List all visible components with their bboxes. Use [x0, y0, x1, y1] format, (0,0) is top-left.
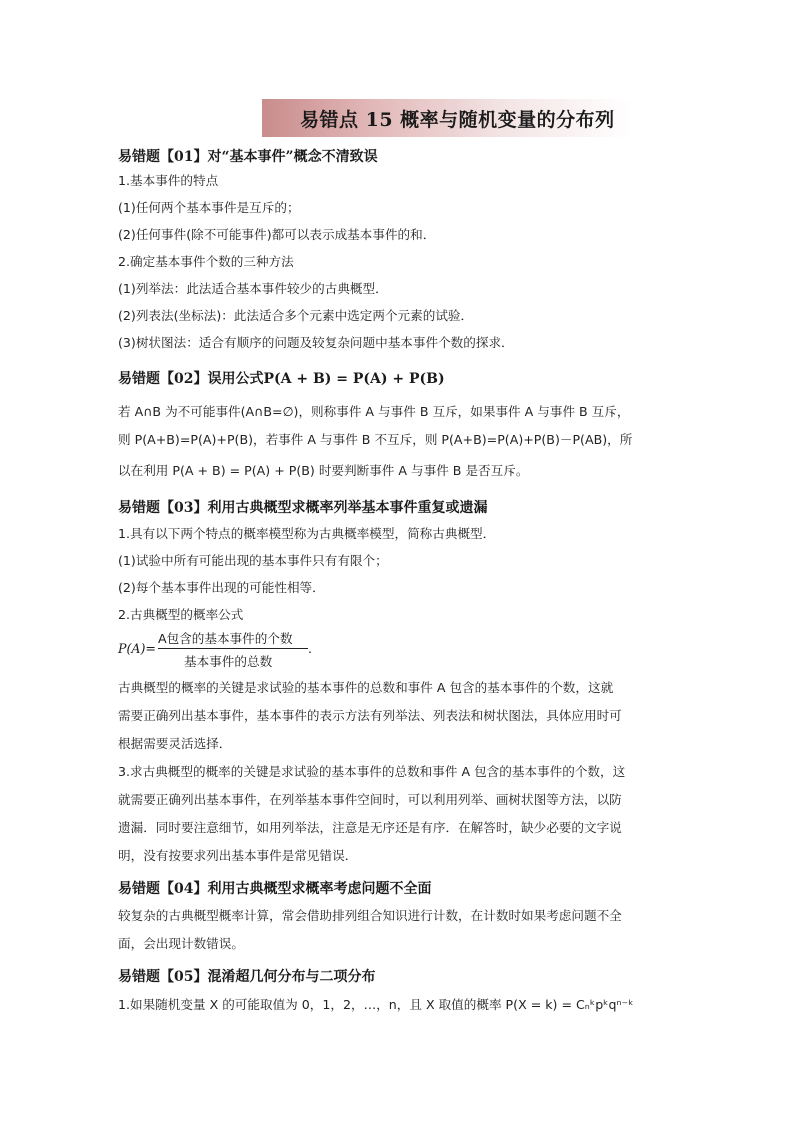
body-line: 较复杂的古典概型概率计算，常会借助排列组合知识进行计数，在计数时如果考虑问题不全: [118, 908, 622, 923]
section-heading: 易错题【04】利用古典概型求概率考虑问题不全面: [118, 881, 432, 897]
body-line: 明，没有按要求列出基本事件是常见错误．: [118, 848, 358, 863]
body-line: (2)任何事件(除不可能事件)都可以表示成基本事件的和．: [118, 227, 436, 242]
body-line: 面，会出现计数错误。: [118, 936, 244, 951]
body-line: (1)列举法：此法适合基本事件较少的古典概型．: [118, 281, 388, 296]
body-line: 需要正确列出基本事件，基本事件的表示方法有列举法、列表法和树状图法，具体应用时可: [118, 708, 622, 723]
formula-left: P(A)=: [118, 641, 156, 656]
body-line: (2)列表法(坐标法)：此法适合多个元素中选定两个元素的试验．: [118, 308, 474, 323]
section-heading: 易错题【03】利用古典概型求概率列举基本事件重复或遗漏: [118, 500, 488, 516]
body-line: 1.基本事件的特点: [118, 173, 219, 188]
formula-denominator: 基本事件的总数: [184, 654, 273, 669]
body-line: 遗漏．同时要注意细节，如用列举法，注意是无序还是有序．在解答时，缺少必要的文字说: [118, 820, 622, 835]
section-heading: 易错题【01】对“基本事件”概念不清致误: [118, 149, 378, 165]
fraction-bar: [158, 648, 308, 649]
body-line: 若 A∩B 为不可能事件(A∩B=∅)，则称事件 A 与事件 B 互斥，如果事件 A 与事件 B 互斥，: [118, 404, 630, 419]
body-line: 古典概型的概率的关键是求试验的基本事件的总数和事件 A 包含的基本事件的个数，这就: [118, 680, 614, 695]
body-line: (1)试验中所有可能出现的基本事件只有有限个；: [118, 553, 388, 568]
body-line: 1.具有以下两个特点的概率模型称为古典概率模型，简称古典概型．: [118, 526, 496, 541]
body-line: 2.确定基本事件个数的三种方法: [118, 254, 294, 269]
body-line: 2.古典概型的概率公式: [118, 607, 244, 622]
body-line: 1.如果随机变量 X 的可能取值为 0，1，2，…，n，且 X 取值的概率 P(X = k) = Cₙᵏpᵏqⁿ⁻ᵏ: [118, 997, 634, 1012]
formula-numerator: A包含的基本事件的个数: [158, 631, 293, 646]
title-banner: [262, 99, 662, 137]
section-heading: 易错题【05】混淆超几何分布与二项分布: [118, 969, 376, 985]
body-line: 3.求古典概型的概率的关键是求试验的基本事件的总数和事件 A 包含的基本事件的个数，这: [118, 764, 626, 779]
body-line: 就需要正确列出基本事件，在列举基本事件空间时，可以利用列举、画树状图等方法，以防: [118, 792, 622, 807]
body-line: (3)树状图法：适合有顺序的问题及较复杂问题中基本事件个数的探求．: [118, 335, 514, 350]
formula-tail: .: [308, 641, 313, 656]
body-line: 则 P(A+B)=P(A)+P(B)，若事件 A 与事件 B 不互斥，则 P(A+B)=P(A)+P(B)－P(AB)，所: [118, 432, 633, 447]
section-heading: 易错题【02】误用公式P(A + B) = P(A) + P(B): [118, 371, 445, 387]
body-line: 根据需要灵活选择．: [118, 736, 232, 751]
page-title: 易错点 15 概率与随机变量的分布列: [300, 109, 615, 131]
body-line: (2)每个基本事件出现的可能性相等．: [118, 580, 325, 595]
body-line: (1)任何两个基本事件是互斥的；: [118, 200, 300, 215]
body-line: 以在利用 P(A + B) = P(A) + P(B) 时要判断事件 A 与事件 B 是否互斥。: [118, 463, 529, 478]
